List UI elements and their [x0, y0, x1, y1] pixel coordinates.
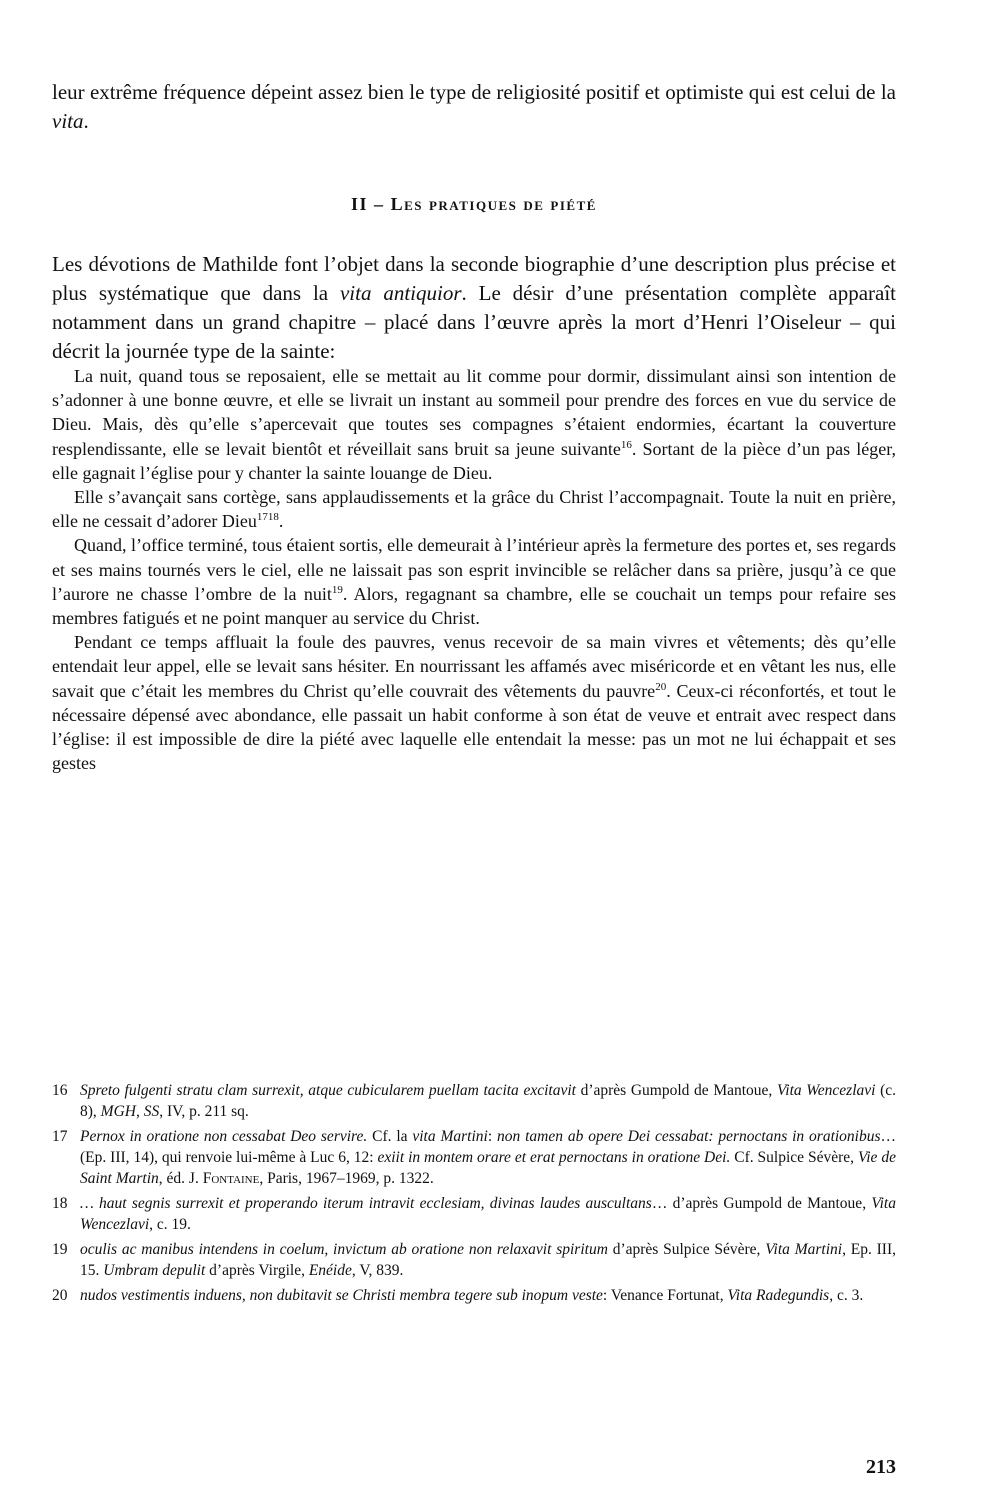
footnote-italic: Umbram depulit [103, 1262, 206, 1279]
quote-text: . Sortant de la pièce d’un pas léger, elle gagnait l’église pour y chanter la sainte louange de Dieu. [52, 438, 897, 483]
footnote-plain: … (Ep. III, 14), qui renvoie lui-même à Luc 6, 12: [80, 1128, 897, 1166]
book-page [52, 78, 897, 1478]
section-heading [52, 194, 896, 215]
intro-paragraph [52, 250, 896, 366]
footnote-ref[interactable]: 18 [267, 511, 279, 524]
quote-paragraph [52, 630, 896, 775]
footnote-italic: exiit in montem orare et erat pernoctans in oratione Dei. [377, 1149, 731, 1166]
footnote-italic: Spreto fulgenti stratu clam surrexit, atque cubicularem puellam tacita excitavit [80, 1082, 576, 1099]
quote-paragraph [52, 485, 896, 533]
footnote-plain: , Ep. III, 15. [80, 1241, 896, 1279]
footnote-plain: Fontaine [202, 1170, 260, 1187]
footnote-plain: , c. 3. [829, 1287, 864, 1304]
footnote-number: 16 [52, 1082, 68, 1099]
footnote-italic: Vita Radegundis [727, 1287, 830, 1304]
footnote-plain: , éd. J. [158, 1170, 203, 1187]
footnote-italic: Vita Wencezlavi [80, 1195, 896, 1233]
footnote-plain: … d’après Gumpold de Mantoue, [651, 1195, 872, 1212]
footnote-19 [52, 1239, 896, 1281]
footnote-text [80, 1193, 896, 1235]
footnote-italic: vita Martini [412, 1128, 488, 1145]
footnote-italic: non tamen ab opere Dei cessabat: pernoctans in orationibus [497, 1128, 881, 1145]
footnote-italic: … haut segnis surrexit et properando iterum intravit ecclesiam, divinas laudes auscultans [80, 1195, 652, 1212]
footnote-plain: , c. 19. [149, 1216, 191, 1233]
footnote-20 [52, 1285, 896, 1306]
continuation-italic: vita [52, 109, 84, 133]
footnote-16 [52, 1080, 896, 1122]
footnote-plain: d’après Sulpice Sévère, [607, 1241, 766, 1258]
footnote-plain: , Paris, 1967–1969, p. 1322. [259, 1170, 434, 1187]
footnote-ref[interactable]: 20 [655, 680, 667, 693]
quote-paragraph [52, 364, 896, 485]
quote-text: . Alors, regagnant sa chambre, elle se couchait un temps pour refaire ses membres fatigués et ne point manquer au service du Christ. [52, 583, 897, 629]
section-title: Les pratiques de piété [390, 194, 597, 214]
footnote-italic: Vita Martini [765, 1241, 843, 1258]
footnote-plain: : [487, 1128, 498, 1145]
quote-text: La nuit, quand tous se reposaient, elle se mettait au lit comme pour dormir, dissimulant ainsi son intention de s’adonner à une bonne œuvre, et elle se livrait un instant au sommeil pour prendre des forces en vue du service de Dieu. Mais, dès qu’elle s’apercevait que toutes ses compagnes s’étaient endormies, écartant la couverture resplendissante, elle se levait bientôt et réveillait sans bruit sa jeune suivante [52, 366, 896, 459]
footnote-text [80, 1080, 896, 1122]
continuation-end: . [83, 109, 89, 133]
quote-text: . [278, 511, 284, 532]
intro-text-end: . Le désir d’une présentation complète apparaît notamment dans un grand chapitre – placé dans l’œuvre après la mort d’Henri l’Oiseleur – qui décrit la journée type de la sainte: [52, 281, 897, 363]
footnote-number: 20 [52, 1287, 68, 1304]
footnote-ref[interactable]: 17 [256, 511, 268, 524]
footnote-italic: Vie de Saint Martin [80, 1149, 896, 1187]
quote-text: . Ceux-ci réconfortés, et tout le nécessaire dépensé avec abondance, elle passait un habit conforme à son état de veuve et entrait avec respect dans l’église: il est impossible de dire la piété avec laquelle elle entendait la messe: pas un mot ne lui échappait et ses gestes [52, 680, 897, 774]
footnote-plain: d’après Virgile, [205, 1262, 309, 1279]
footnote-text [80, 1126, 896, 1189]
footnote-italic: MGH, SS [100, 1103, 160, 1120]
footnote-text [80, 1285, 896, 1306]
quote-paragraph [52, 533, 896, 630]
footnote-plain: , V, 839. [351, 1262, 404, 1279]
footnote-17 [52, 1126, 896, 1189]
footnote-italic: Vita Wencezlavi [776, 1082, 876, 1099]
footnotes [52, 1080, 896, 1310]
footnote-18 [52, 1193, 896, 1235]
footnote-number: 19 [52, 1241, 68, 1258]
continuation-text: leur extrême fréquence dépeint assez bien le type de religiosité positif et optimiste qui est celui de la [52, 80, 896, 104]
continuation-paragraph [52, 78, 896, 136]
footnote-plain: Cf. Sulpice Sévère, [730, 1149, 858, 1166]
quote-text: Elle s’avançait sans cortège, sans applaudissements et la grâce du Christ l’accompagnait. Toute la nuit en prière, elle ne cessait d’adorer Dieu [52, 487, 896, 532]
footnote-italic: Pernox in oratione non cessabat Deo servire. [80, 1128, 368, 1145]
section-number: II – [351, 194, 391, 214]
footnote-plain: , IV, p. 211 sq. [159, 1103, 249, 1120]
intro-text: Les dévotions de Mathilde font l’objet dans la seconde biographie d’une description plus précise et plus systématique que dans la [52, 252, 896, 305]
footnote-plain: d’après Gumpold de Mantoue, [575, 1082, 777, 1099]
quote-text: Quand, l’office terminé, tous étaient sortis, elle demeurait à l’intérieur après la fermeture des portes et, ses regards et ses mains tournés vers le ciel, elle ne laissait pas son esprit invincible se relâcher dans sa prière, jusqu’à ce que l’aurore ne chasse l’ombre de la nuit [52, 535, 896, 604]
footnote-plain: Cf. la [367, 1128, 413, 1145]
footnote-number: 18 [52, 1195, 68, 1212]
intro-italic: vita antiquior [339, 281, 462, 305]
footnote-ref[interactable]: 19 [331, 583, 343, 596]
block-quote [52, 364, 896, 775]
footnote-italic: nudos vestimentis induens, non dubitavit se Christi membra tegere sub inopum veste [80, 1287, 603, 1304]
page-number: 213 [866, 1456, 896, 1478]
footnote-number: 17 [52, 1128, 68, 1145]
footnote-italic: oculis ac manibus intendens in coelum, invictum ab oratione non relaxavit spiritum [80, 1241, 608, 1258]
footnote-text [80, 1239, 896, 1281]
footnote-ref[interactable]: 16 [620, 438, 632, 451]
footnote-plain: : Venance Fortunat, [602, 1287, 728, 1304]
footnote-plain: (c. 8), [80, 1082, 896, 1120]
quote-text: Pendant ce temps affluait la foule des pauvres, venus recevoir de sa main vivres et vêtements; dès qu’elle entendait leur appel, elle se levait sans hésiter. En nourrissant les affamés avec miséricorde et en vêtant les nus, elle savait que c’était les membres du Christ qu’elle couvrait des vêtements du pauvre [52, 632, 896, 701]
footnote-italic: Enéide [308, 1262, 352, 1279]
